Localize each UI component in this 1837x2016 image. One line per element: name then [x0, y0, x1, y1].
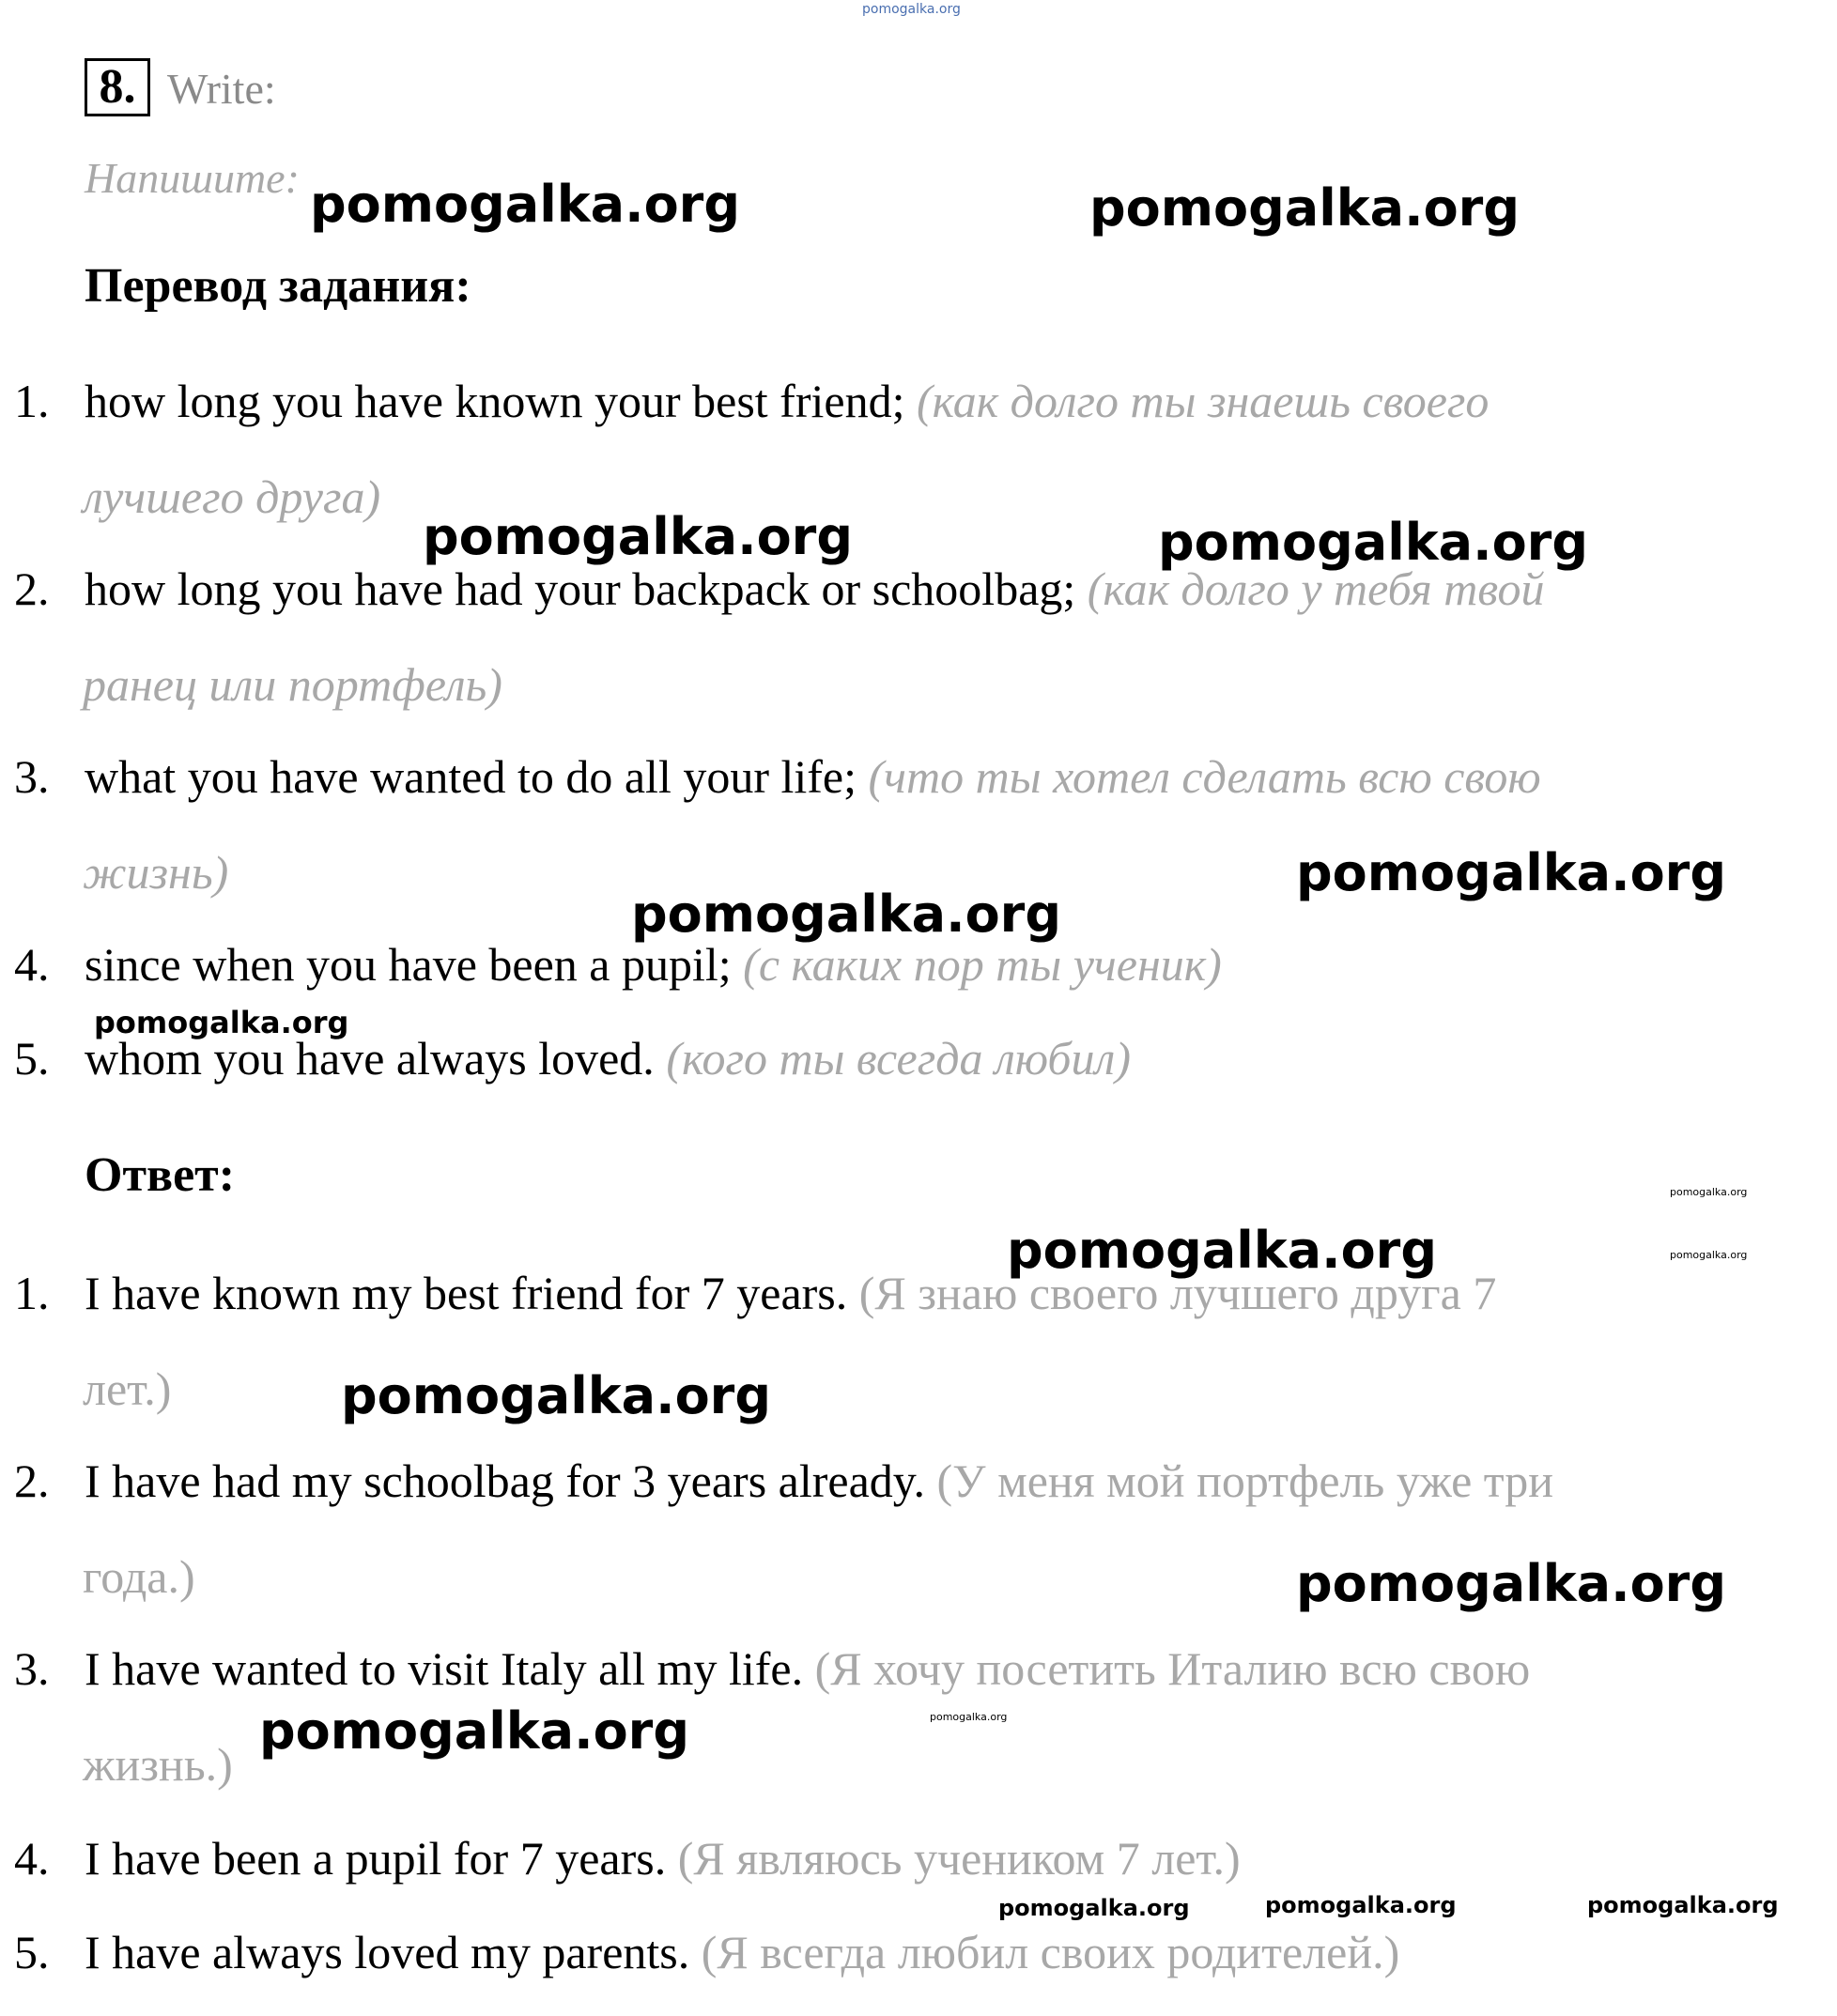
question-item: [85, 749, 1541, 804]
watermark: pomogalka.org: [1296, 1554, 1726, 1613]
watermark: pomogalka.org: [1296, 843, 1726, 902]
watermark: pomogalka.org: [930, 1711, 1008, 1723]
question-text: whom you have always loved.: [85, 1032, 655, 1085]
question-translation-cont: ранец или портфель): [83, 658, 502, 711]
question-number: 3.: [14, 750, 50, 803]
answer-heading: Ответ:: [85, 1148, 236, 1202]
question-translation: (с каких пор ты ученик): [743, 938, 1222, 991]
answer-item: [85, 1831, 1241, 1885]
answer-translation: (У меня мой портфель уже три: [936, 1454, 1554, 1507]
answer-text: I have always loved my parents.: [85, 1926, 690, 1978]
answer-number: 2.: [14, 1454, 50, 1507]
answer-text: I have wanted to visit Italy all my life.: [85, 1642, 804, 1695]
watermark-top: pomogalka.org: [862, 2, 961, 17]
answer-text: I have been a pupil for 7 years.: [85, 1832, 667, 1885]
answer-text: I have had my schoolbag for 3 years already.: [85, 1454, 926, 1507]
watermark: pomogalka.org: [1089, 178, 1520, 238]
watermark: pomogalka.org: [1587, 1892, 1779, 1918]
question-translation: (как долго у тебя твой: [1087, 562, 1545, 615]
question-text: what you have wanted to do all your life;: [85, 750, 857, 803]
question-translation: (что ты хотел сделать всю свою: [868, 750, 1541, 803]
watermark: pomogalka.org: [1265, 1892, 1457, 1918]
watermark: pomogalka.org: [1007, 1221, 1437, 1280]
task-title-ru: Напишите:: [85, 154, 300, 202]
question-number: 5.: [14, 1032, 50, 1085]
question-number: 1.: [14, 375, 50, 427]
question-text: how long you have known your best friend;: [85, 375, 905, 427]
answer-translation: (Я знаю своего лучшего друга 7: [858, 1267, 1497, 1319]
question-translation: (кого ты всегда любил): [666, 1032, 1131, 1085]
answer-number: 3.: [14, 1642, 50, 1695]
watermark: pomogalka.org: [631, 885, 1061, 944]
answer-translation: (Я являюсь учеником 7 лет.): [677, 1832, 1241, 1885]
question-number: 2.: [14, 562, 50, 615]
answer-item: [85, 1454, 1553, 1508]
question-text: how long you have had your backpack or schoolbag;: [85, 562, 1076, 615]
task-title: Write:: [167, 65, 276, 113]
translation-heading: Перевод задания:: [85, 259, 471, 313]
question-item: [85, 937, 1222, 992]
answer-item: [85, 1925, 1399, 1979]
question-translation-cont: лучшего друга): [83, 470, 381, 523]
watermark: pomogalka.org: [1670, 1186, 1748, 1198]
watermark: pomogalka.org: [1158, 513, 1588, 572]
answer-translation-cont: лет.): [83, 1362, 172, 1415]
question-item: [85, 374, 1489, 428]
question-number: 4.: [14, 938, 50, 991]
answer-translation-cont: года.): [83, 1550, 195, 1603]
question-translation: (как долго ты знаешь своего: [916, 375, 1490, 427]
task-number-box: 8.: [85, 58, 150, 116]
question-text: since when you have been a pupil;: [85, 938, 732, 991]
watermark: pomogalka.org: [341, 1366, 771, 1425]
answer-text: I have known my best friend for 7 years.: [85, 1267, 848, 1319]
watermark: pomogalka.org: [259, 1701, 689, 1761]
watermark: pomogalka.org: [423, 507, 853, 566]
answer-number: 1.: [14, 1267, 50, 1319]
watermark: pomogalka.org: [1670, 1249, 1748, 1261]
answer-number: 4.: [14, 1832, 50, 1885]
answer-translation: (Я хочу посетить Италию всю свою: [814, 1642, 1531, 1695]
watermark: pomogalka.org: [998, 1895, 1190, 1921]
watermark: pomogalka.org: [94, 1005, 349, 1040]
answer-item: [85, 1641, 1530, 1696]
answer-translation: (Я всегда любил своих родителей.): [701, 1926, 1400, 1978]
question-translation-cont: жизнь): [83, 846, 229, 899]
watermark: pomogalka.org: [310, 175, 740, 234]
answer-translation-cont: жизнь.): [83, 1738, 233, 1791]
answer-number: 5.: [14, 1926, 50, 1978]
